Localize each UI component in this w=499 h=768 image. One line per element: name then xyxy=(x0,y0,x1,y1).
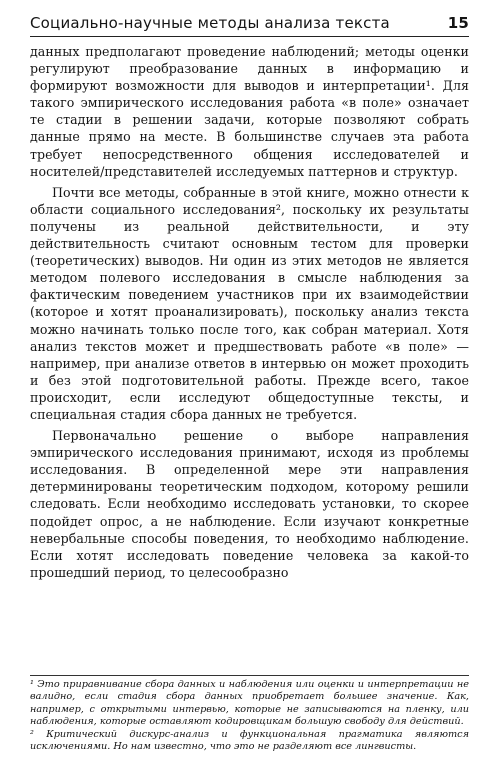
paragraph: Почти все методы, собранные в этой книге, можно отнести к области социального исследования², поскольку их результаты получены из реальной действительности, и эту действительность считают основным тестом для проверки (теоретических) выводов. Ни один из этих методов не является методом полевого исследования в смысле наблюдения за фактическим поведением участников при их взаимодействии (которое и хотят проанализировать), поскольку анализ текста можно начинать только после того, как собран материал. Хотя анализ текстов может и предшествовать работе «в поле» — например, при анализе ответов в интервью он может проходить и без этой подготовительной работы. Прежде всего, такое происходит, если исследуют общедоступные тексты, и специальная стадия сбора данных не требуется. xyxy=(30,184,469,422)
paragraph: Первоначально решение о выборе направления эмпирического исследования принимают, исходя из проблемы исследования. В определенной мере эти направления детерминированы теоретическим подходом, которому решили следовать. Если необходимо исследовать установки, то скорее подойдет опрос, а не наблюдение. Если изучают конкретные невербальные способы поведения, то необходимо наблюдение. Если хотят исследовать поведение человека за какой-то прошедший период, то целесообразно xyxy=(30,428,469,580)
main-text xyxy=(30,43,469,581)
running-header xyxy=(30,14,469,37)
footnote: ¹ Это приравнивание сбора данных и наблюдения или оценки и интерпретации не валидно, если стадия сбора данных приобретает большее значение. Как, например, с открытыми интервью, которые не записываются на пленку, или наблюдения, которые оставляют кодировщикам большую свободу для действий. xyxy=(30,679,469,728)
running-title: Социально-научные методы анализа текста xyxy=(30,14,390,32)
paragraph: данных предполагают проведение наблюдений; методы оценки регулируют преобразование данных в информацию и формируют возможности для выводов и интерпретации¹. Для такого эмпирического исследования работа «в поле» означает те стадии в решении задачи, которые позволяют собрать данные прямо на месте. В большинстве случаев эта работа требует непосредственного общения исследователей и носителей/представителей исследуемых паттернов и структур. xyxy=(30,44,469,179)
page-number: 15 xyxy=(447,14,469,32)
footnote: ² Критический дискурс-анализ и функциональная прагматика являются исключениями. Но нам известно, что это не разделяют все лингвисты. xyxy=(30,728,469,753)
footnotes xyxy=(30,675,469,753)
